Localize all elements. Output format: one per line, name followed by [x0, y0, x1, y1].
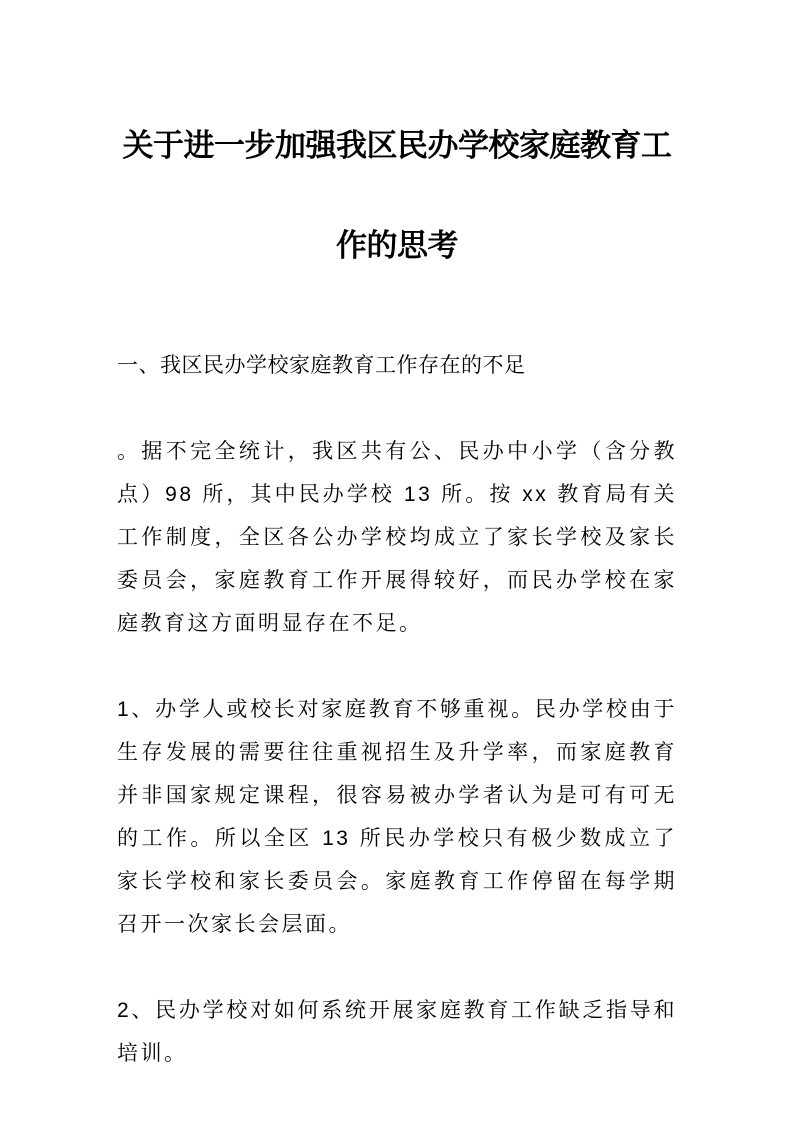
document-title-line-2: 作的思考: [336, 228, 458, 263]
paragraph-point-2: 2、民办学校对如何系统开展家庭教育工作缺乏指导和培训。: [117, 999, 677, 1065]
paragraph-point-1: 1、办学人或校长对家庭教育不够重视。民办学校由于生存发展的需要往往重视招生及升学率，而家庭教育并非国家规定课程，很容易被办学者认为是可有可无的工作。所以全区 13 所民办学校只有极少数成立了家长学校和家长委员会。家庭教育工作停留在每学期召开一次家长会层面。: [117, 698, 677, 936]
document-title-line-1: 关于进一步加强我区民办学校家庭教育工: [122, 128, 672, 163]
section-heading: 一、我区民办学校家庭教育工作存在的不足: [117, 354, 526, 377]
paragraph-statistics: 。据不完全统计，我区共有公、民办中小学（含分教点）98 所，其中民办学校 13 所。按 xx 教育局有关工作制度，全区各公办学校均成立了家长学校及家长委员会，家庭教育工作开展得较好，而民办学校在家庭教育这方面明显存在不足。: [117, 440, 677, 635]
document-content: [117, 0, 677, 1075]
document-title: [117, 96, 677, 296]
